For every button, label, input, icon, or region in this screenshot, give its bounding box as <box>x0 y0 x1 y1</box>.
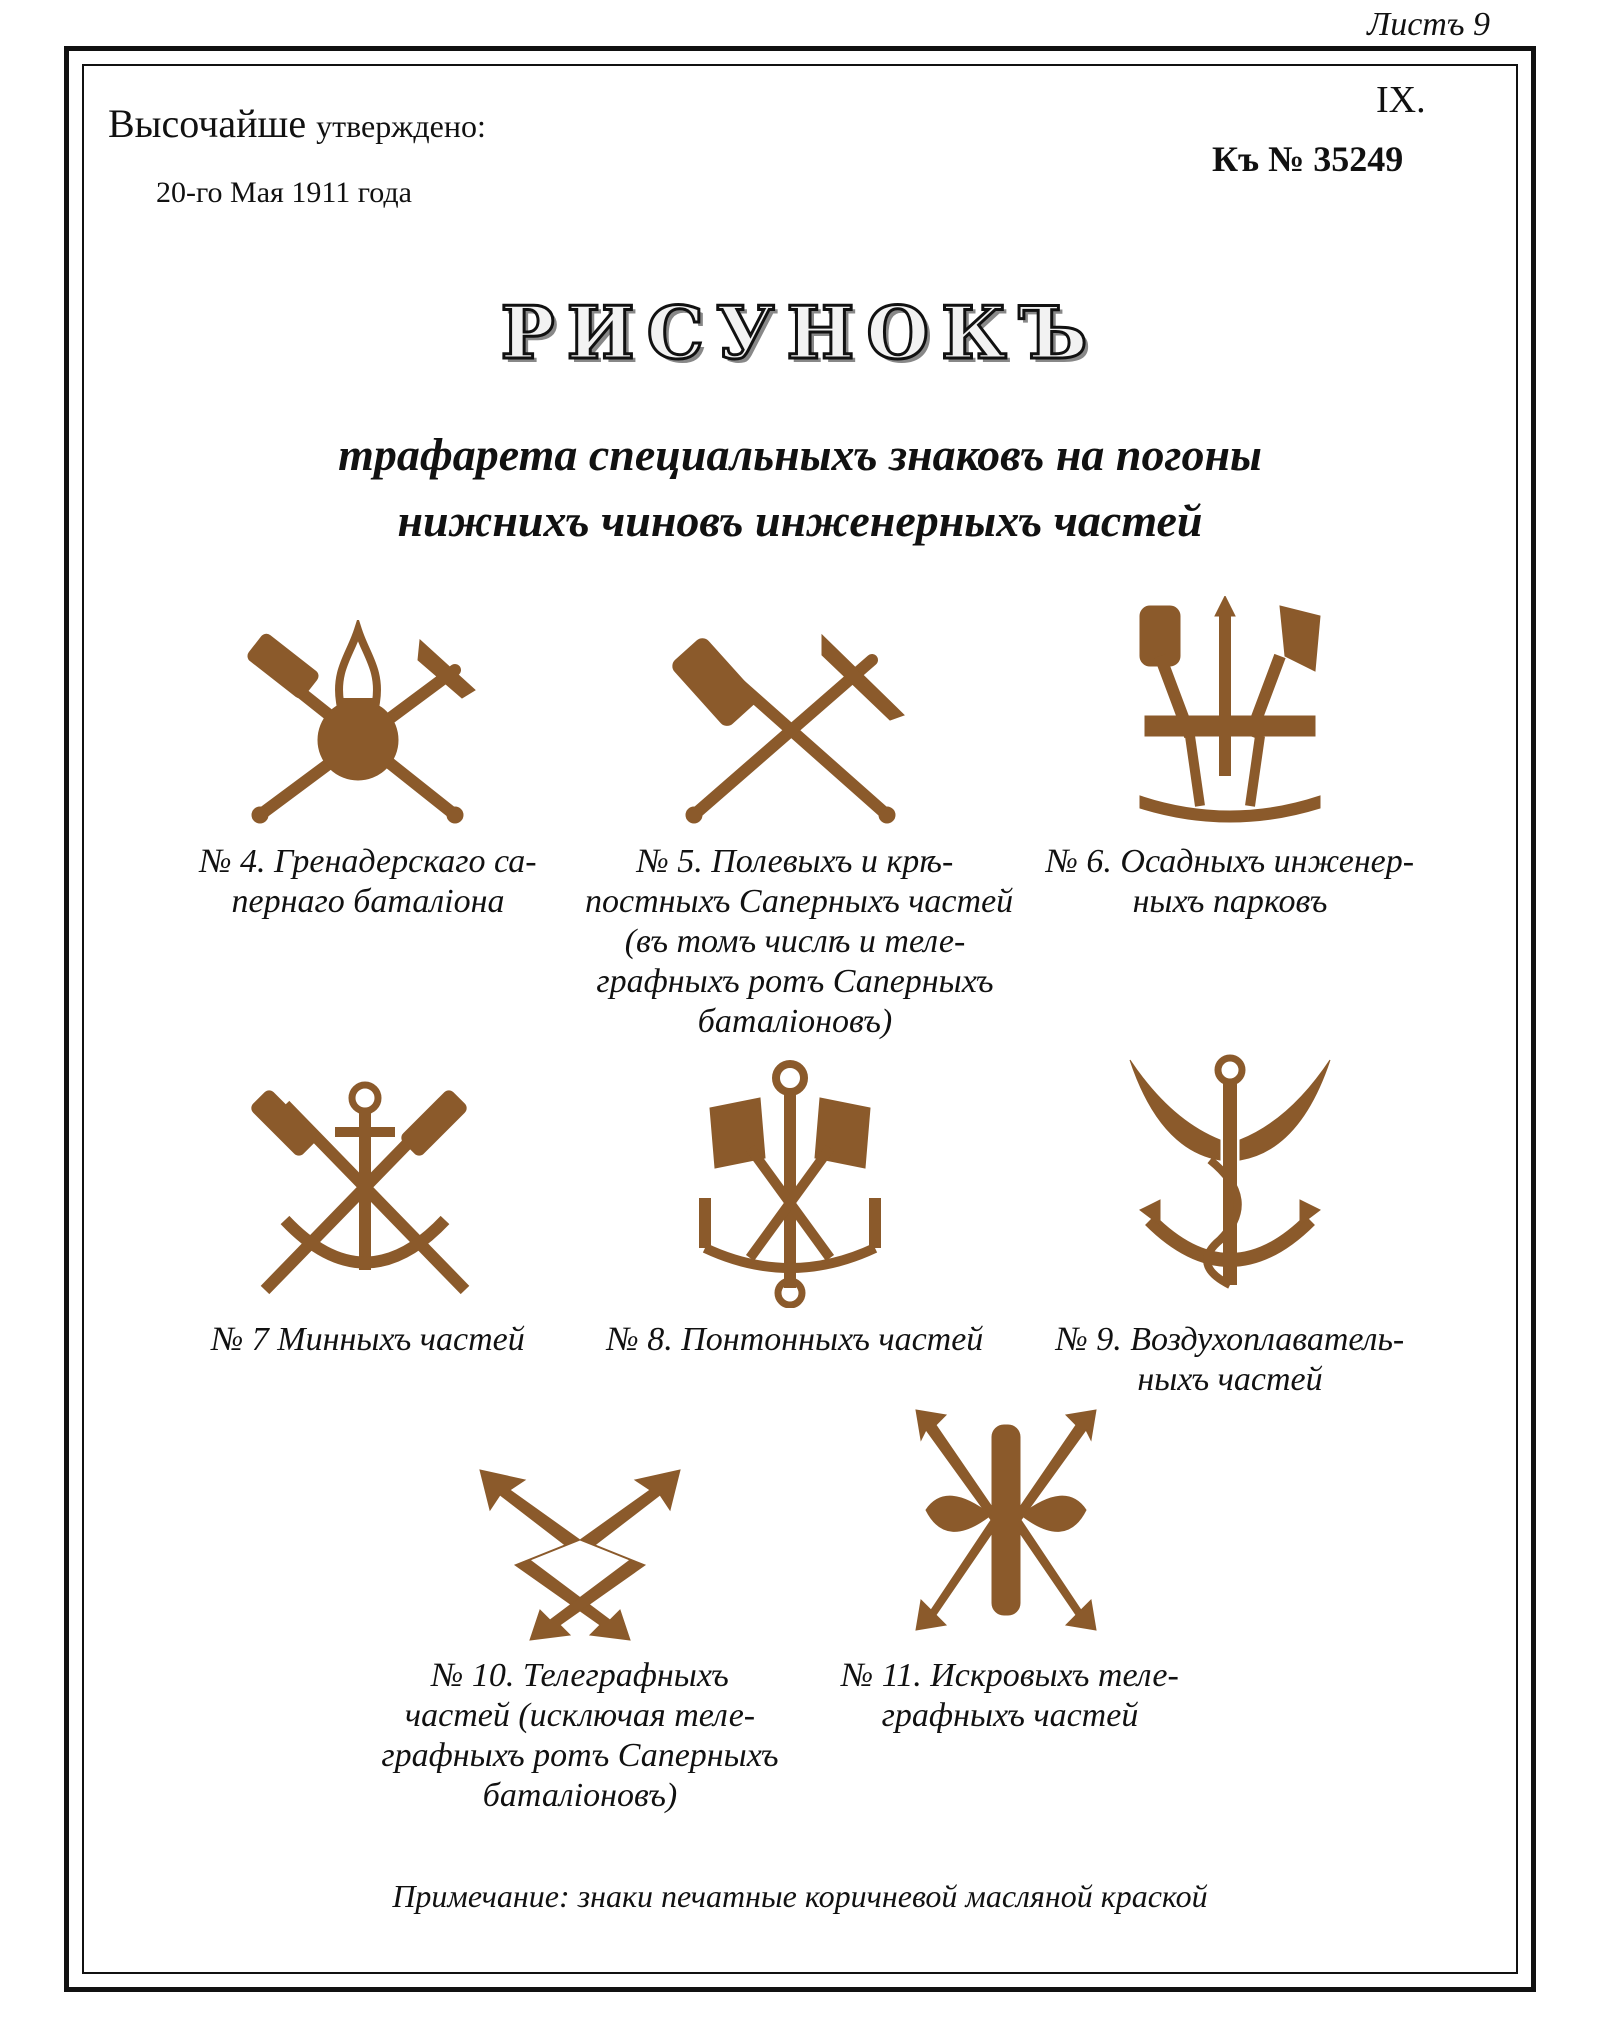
anchor-axes-icon <box>690 1058 890 1308</box>
crossed-shovel-pickaxe-icon <box>672 620 912 830</box>
caption-10-line-1: № 10. Телеграфныхъ <box>431 1657 729 1694</box>
caption-7-line-1: № 7 Минныхъ частей <box>211 1321 525 1358</box>
caption-8-line-1: № 8. Понтонныхъ частей <box>606 1321 984 1358</box>
reference-number: Къ № 35249 <box>1212 139 1404 179</box>
approval-line <box>108 100 486 147</box>
approval-word: Высочайше <box>108 101 307 146</box>
footer-note: Примечание: знаки печатные коричневой масляной краской <box>392 1878 1208 1914</box>
approval-suffix: утверждено: <box>316 108 486 144</box>
caption-7 <box>158 1320 578 1360</box>
anchor-crossed-oars-icon <box>250 1080 480 1300</box>
caption-10-line-2: частей (исключая теле- <box>404 1697 756 1734</box>
sheet-label: Листъ 9 <box>1367 6 1490 43</box>
caption-11 <box>800 1656 1220 1736</box>
page-title: РИСУНОКЪ <box>500 290 1100 375</box>
caption-5-line-4: графныхъ ротъ Саперныхъ <box>596 963 994 1000</box>
winged-anchor-icon <box>1120 1050 1340 1300</box>
caption-9-line-1: № 9. Воздухоплаватель- <box>1055 1321 1405 1358</box>
subtitle-line-1: трафарета специальныхъ знаковъ на погоны <box>338 429 1262 480</box>
caption-5-line-1: № 5. Полевыхъ и крѣ- <box>636 843 954 880</box>
caption-11-line-2: графныхъ частей <box>881 1697 1139 1734</box>
caption-10-line-3: графныхъ ротъ Саперныхъ <box>381 1737 779 1774</box>
caption-4-line-2: пернаго баталіона <box>231 883 505 920</box>
caption-5-line-5: баталіоновъ) <box>697 1003 893 1040</box>
grenade-crossed-shovel-pickaxe-icon <box>240 620 480 830</box>
caption-8 <box>585 1320 1005 1360</box>
caption-4-line-1: № 4. Гренадерскаго са- <box>199 843 537 880</box>
section-number: IX. <box>1376 79 1426 121</box>
caption-9 <box>1020 1320 1440 1400</box>
caption-6-line-1: № 6. Осадныхъ инженер- <box>1045 843 1415 880</box>
caption-10-line-4: баталіоновъ) <box>482 1777 678 1814</box>
siege-tools-icon <box>1130 596 1330 826</box>
caption-10 <box>370 1656 790 1816</box>
subtitle-line-2: нижнихъ чиновъ инженерныхъ частей <box>397 495 1203 546</box>
caption-5-line-3: (въ томъ числѣ и теле- <box>624 923 966 960</box>
lightning-arrows-icon <box>470 1460 690 1650</box>
caption-6-line-2: ныхъ парковъ <box>1132 883 1328 920</box>
approval-date: 20-го Мая 1911 года <box>156 176 412 209</box>
caption-11-line-1: № 11. Искровыхъ теле- <box>841 1657 1179 1694</box>
caption-9-line-2: ныхъ частей <box>1137 1361 1323 1398</box>
caption-6 <box>1020 842 1440 922</box>
caption-5 <box>585 842 1014 1042</box>
winged-lightning-icon <box>906 1400 1106 1640</box>
caption-4 <box>158 842 578 922</box>
caption-5-line-2: постныхъ Саперныхъ частей <box>585 883 1014 920</box>
